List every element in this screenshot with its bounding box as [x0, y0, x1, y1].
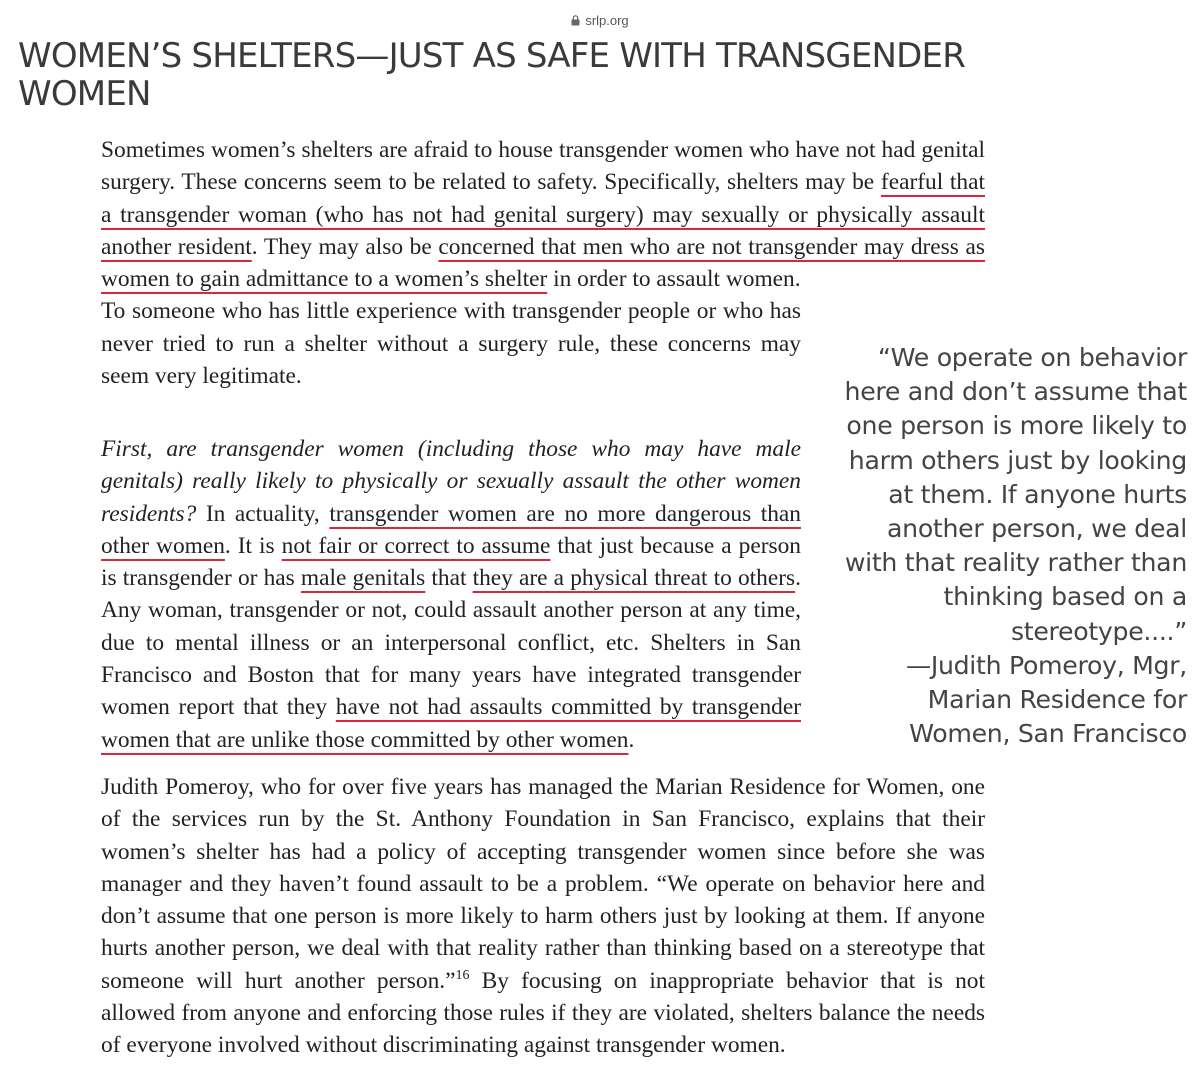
url-text: srlp.org	[585, 12, 629, 28]
p2-s2: . It is	[224, 532, 282, 559]
p2-s5: . Any woman, transgender or not, could assault another person at any time, due to mental illness or an interpersonal conflict, etc. Shelters in San Francisco and Boston that for many years have integrated transgender women report that they	[101, 565, 801, 721]
p2-underline-1: transgender women are no more dangerous than other women	[101, 500, 802, 559]
paragraph-pomeroy	[101, 771, 985, 1062]
p2-s6: .	[628, 726, 635, 753]
p1-s2: . They may also be	[251, 233, 439, 260]
p2-question: First, are transgender women (including those who may have male genitals) really likely to physically or sexually assault the other women residents?	[101, 436, 801, 527]
p3-text2: By focusing on inappropriate behavior that is not allowed from anyone and enforcing those rules if they are violated, shelters balance the needs of everyone involved without discriminating against transgender women.	[101, 967, 985, 1059]
pull-quote-attribution: —Judith Pomeroy, Mgr, Marian Residence for Women, San Francisco	[905, 650, 1187, 749]
pull-quote-text: “We operate on behavior here and don’t assume that one person is more likely to harm others just by looking at them. If anyone hurts another person, we deal with that reality rather than thinking based on a stereotype....”	[844, 343, 1187, 646]
p2-underline-5: have not had assaults committed by transgender women that are unlike those committed by other women	[101, 694, 802, 753]
p1-s3: in order to assault women.	[547, 266, 801, 293]
p2-underline-3: male genitals	[300, 565, 426, 592]
p1-underline-2: concerned that men who are not transgender may dress as women to gain admittance to a women’s shelter	[101, 233, 985, 293]
p2-s4: that	[425, 565, 473, 592]
page-title: WOMEN’S SHELTERS—JUST AS SAFE WITH TRANSGENDER WOMEN	[18, 36, 966, 114]
p1-s4: To someone who has little experience with transgender people or who has never tried to run a shelter without a surgery rule, these concerns may seem very legitimate.	[101, 298, 801, 390]
p1-underline-1: fearful that a transgender woman (who has not had genital surgery) may sexually or physically assault another resident	[101, 169, 986, 260]
lock-icon	[571, 15, 580, 26]
pull-quote	[842, 341, 1187, 751]
p2-underline-4: they are a physical threat to others	[472, 565, 796, 592]
paragraph-rebuttal	[101, 433, 801, 756]
footnote-marker: 16	[455, 967, 470, 983]
p2-s1: In actuality,	[196, 500, 330, 527]
address-bar[interactable]	[0, 0, 1200, 40]
p1-s1: Sometimes women’s shelters are afraid to house transgender women who have not had genital surgery. These concerns seem to be related to safety. Specifically, shelters may be	[101, 137, 985, 196]
p2-underline-2: not fair or correct to assume	[281, 532, 551, 559]
p2-s3: that just because a person is transgender or has	[101, 532, 801, 592]
p3-text: Judith Pomeroy, who for over five years has managed the Marian Residence for Women, one of the services run by the St. Anthony Foundation in San Francisco, explains that their women’s shelter has had a policy of accepting transgender women since before she was manager and they haven’t found assault to be a problem. “We operate on behavior here and don’t assume that one person is more likely to harm others just by looking at them. If anyone hurts another person, we deal with that reality rather than thinking based on a stereotype that someone will hurt another person.”	[101, 774, 985, 994]
